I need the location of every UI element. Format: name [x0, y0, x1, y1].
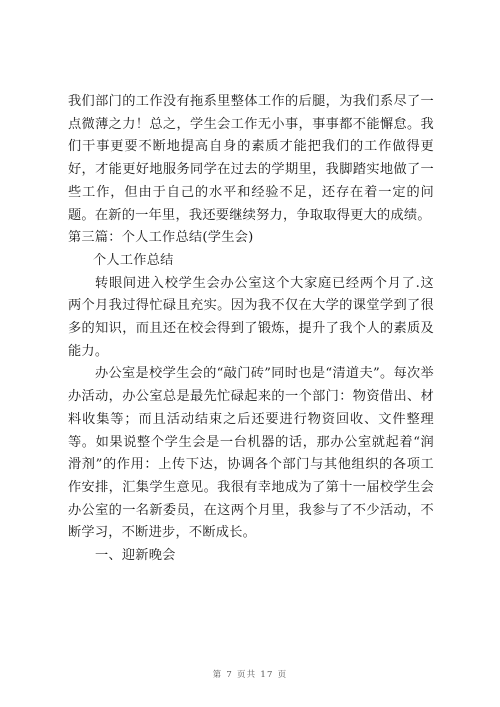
paragraph-continuation: 我们部门的工作没有拖系里整体工作的后腿，为我们系尽了一点微薄之力！总之，学生会工作无小事，事事都不能懈怠。我们干事更要不断地提高自身的素质才能把我们的工作做得更好，才能更好地服务同学在过去的学期里，我脚踏实地做了一些工作，但由于自己的水平和经验不足，还存在着一定的问题。在新的一年里，我还要继续努力，争取取得更大的成绩。: [68, 94, 434, 223]
footer-prefix: 第: [212, 670, 223, 680]
footer-current-page: 7: [226, 670, 233, 680]
paragraph-intro: 转眼间进入校学生会办公室这个大家庭已经两个月了.这两个月我过得忙碌且充实。因为我不仅在大学的课堂学到了很多的知识，而且还在校会得到了锻炼，提升了我个人的素质及能力。: [68, 275, 434, 359]
document-body: [68, 91, 434, 568]
document-title: 个人工作总结: [93, 252, 174, 268]
subsection-heading: 一、迎新晚会: [95, 548, 176, 564]
page-footer: [0, 668, 500, 680]
paragraph-office-role: 办公室是校学生会的“敲门砖”同时也是“清道夫”。每次举办活动，办公室总是最先忙碌起来的一个部门：物资借出、材料收集等；而且活动结束之后还要进行物资回收、文件整理等。如果说整个学生会是一台机器的话，那办公室就起着“润滑剂”的作用：上传下达，协调各个部门与其他组织的各项工作安排，汇集学生意见。我很有幸地成为了第十一届校学生会办公室的一名新委员，在这两个月里，我参与了不少活动，不断学习，不断进步，不断成长。: [68, 366, 434, 541]
footer-total-pages: 17: [260, 670, 274, 680]
footer-suffix: 页: [277, 670, 288, 680]
section-heading: 第三篇：个人工作总结(学生会): [68, 230, 254, 246]
footer-middle: 页共: [236, 670, 257, 680]
